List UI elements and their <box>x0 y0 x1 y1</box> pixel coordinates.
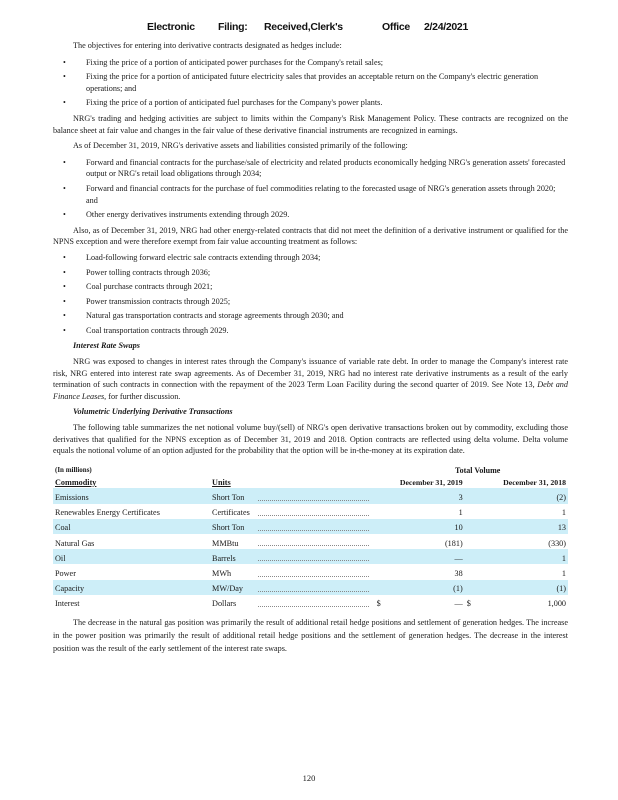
dollar-sign-2019 <box>375 488 388 503</box>
volume-table <box>53 465 568 610</box>
table-row <box>53 504 568 519</box>
npns-items-list <box>53 252 568 337</box>
header-office: Office <box>382 21 410 33</box>
dollar-sign-2019 <box>375 519 388 534</box>
units-header: Units <box>212 477 231 487</box>
closing-paragraph: The decrease in the natural gas position was primarily the result of additional retail hedge positions and settlement of generation hedges. The increase in the power position was primarily the result of additional retail hedge positions and the settlement of generation hedges. The decrease in the interest position was the result of the early settlement of the interest rate swaps. <box>53 617 568 653</box>
value-2019: (1) <box>387 580 464 595</box>
commodity-cell: Renewables Energy Certificates <box>55 508 160 518</box>
list-item: • Load-following forward electric sale contracts extending through 2034; <box>53 252 568 264</box>
table-column-headers <box>53 476 568 488</box>
units-text: MMBtu <box>212 538 239 548</box>
units-text: Certificates <box>212 508 250 518</box>
commodity-cell: Capacity <box>53 580 210 595</box>
volumetric-paragraph: The following table summarizes the net notional volume buy/(sell) of NRG's open derivative transactions broken out by commodity, excluding those derivatives that qualified for the NPNS exception as of December 31, 2019 and 2018. Option contracts are reflected using delta volume. Delta volume equals the notional volume of an option adjusted for the probability that the option will be in-the-money at its expiration date. <box>53 423 568 456</box>
volumetric-heading: Volumetric Underlying Derivative Transactions <box>73 407 233 417</box>
value-2019: 3 <box>387 488 464 503</box>
dollar-sign-2018 <box>465 564 478 579</box>
table-row <box>53 580 568 595</box>
value-2018: 1,000 <box>547 599 566 609</box>
units-text: Barrels <box>212 553 236 563</box>
list-item: • Other energy derivatives instruments extending through 2029. <box>53 209 568 221</box>
header-2019: December 31, 2019 <box>399 477 463 487</box>
units-cell <box>210 564 375 579</box>
commodity-cell: Emissions <box>53 488 210 503</box>
hedge-intro: The objectives for entering into derivative contracts designated as hedges include: <box>73 41 342 50</box>
dollar-sign-2018: $ <box>466 599 471 609</box>
value-2018: 1 <box>561 508 566 518</box>
list-item: • Coal transportation contracts through 2029. <box>53 325 568 337</box>
dollar-sign-2018 <box>465 534 478 549</box>
units-cell <box>210 580 375 595</box>
units-text: Dollars <box>212 599 237 609</box>
interest-rate-heading: Interest Rate Swaps <box>73 341 140 351</box>
list-item: • Coal purchase contracts through 2021; <box>53 281 568 293</box>
value-2018: 13 <box>477 519 568 534</box>
units-cell <box>210 504 375 519</box>
page-number: 120 <box>302 773 316 783</box>
interest-text-2: , for further discussion. <box>104 391 181 401</box>
commodity-cell: Interest <box>55 599 80 609</box>
derivative-items-list <box>53 157 568 221</box>
derivative-assets-intro: As of December 31, 2019, NRG's derivative assets and liabilities consisted primarily of the following: <box>73 141 408 151</box>
dollar-sign-2018 <box>465 504 478 519</box>
units-text: Short Ton <box>212 523 245 533</box>
value-2019: 10 <box>387 519 464 534</box>
in-millions-label: (In millions) <box>55 465 92 474</box>
table-row <box>53 519 568 534</box>
list-item: • Natural gas transportation contracts and storage agreements through 2030; and <box>53 310 568 322</box>
table-row <box>53 488 568 503</box>
value-2019: 1 <box>458 508 463 518</box>
volume-table-body <box>53 488 568 610</box>
units-cell <box>210 488 375 503</box>
value-2018: 1 <box>561 568 566 578</box>
hedge-objectives-list <box>53 57 568 109</box>
dollar-sign-2019 <box>375 504 388 519</box>
commodity-cell: Oil <box>53 549 210 564</box>
total-volume-label: Total Volume <box>455 465 501 475</box>
list-item: • Power transmission contracts through 2025; <box>53 296 568 308</box>
list-item: • Forward and financial contracts for the purchase of fuel commodities relating to the forecasted usage of NRG's generation assets through 2020; and <box>53 183 568 206</box>
value-2018: 1 <box>477 549 568 564</box>
units-cell <box>210 549 375 564</box>
units-cell <box>210 519 375 534</box>
table-row <box>53 564 568 579</box>
value-2019: 38 <box>454 568 463 578</box>
dollar-sign-2019 <box>375 534 388 549</box>
document-body <box>53 40 568 659</box>
value-2018: (2) <box>477 488 568 503</box>
commodity-header: Commodity <box>55 477 97 487</box>
units-text: MW/Day <box>212 584 243 594</box>
table-row <box>53 595 568 610</box>
risk-paragraph: NRG's trading and hedging activities are subject to limits within the Company's Risk Management Policy. These contracts are recognized on the balance sheet at fair value and changes in the fair value of these derivative financial instruments are recognized in earnings. <box>53 113 568 135</box>
interest-rate-paragraph <box>53 356 568 402</box>
npns-paragraph: Also, as of December 31, 2019, NRG had other energy-related contracts that did not meet the definition of a derivative instrument or qualified for the NPNS exception and were therefore exempt from fair value accounting treatment as follows: <box>53 225 568 247</box>
dollar-sign-2019 <box>375 564 388 579</box>
table-row <box>53 549 568 564</box>
header-received: Received,Clerk's <box>264 21 343 33</box>
commodity-cell: Power <box>55 568 76 578</box>
units-text: MWh <box>212 568 232 578</box>
dollar-sign-2018 <box>465 580 478 595</box>
header-electronic: Electronic <box>147 21 195 33</box>
header-2018: December 31, 2018 <box>503 477 566 487</box>
commodity-cell: Natural Gas <box>55 538 95 548</box>
value-2018: (1) <box>477 580 568 595</box>
units-cell <box>210 595 375 610</box>
commodity-cell: Coal <box>53 519 210 534</box>
dollar-sign-2018 <box>465 488 478 503</box>
table-header-row <box>53 465 568 477</box>
dollar-sign-2018 <box>465 519 478 534</box>
dollar-sign-2019 <box>375 580 388 595</box>
list-item: • Fixing the price for a portion of anticipated future electricity sales that provides an acceptable return on the Company's electric generation operations; and <box>53 71 568 94</box>
units-cell <box>210 534 375 549</box>
dollar-sign-2019: $ <box>376 599 381 609</box>
note-reference: Debt and Finance Leases <box>53 380 568 401</box>
dollar-sign-2019 <box>375 549 388 564</box>
value-2019: — <box>387 549 464 564</box>
value-2019: — <box>454 599 463 609</box>
value-2018: (330) <box>548 538 566 548</box>
header-date: 2/24/2021 <box>424 21 469 33</box>
list-item: • Power tolling contracts through 2036; <box>53 267 568 279</box>
value-2019: (181) <box>444 538 463 548</box>
list-item: • Forward and financial contracts for the purchase/sale of electricity and related products economically hedging NRG's generation assets' forecasted output or NRG's retail load obligations through 2034; <box>53 157 568 180</box>
interest-text-1: NRG was exposed to changes in interest rates through the Company's issuance of variable rate debt. In order to manage the Company's interest rate risk, NRG entered into interest rate swap agreements. As of December 31, 2019, NRG had no interest rate derivative instruments as a result of the early termination of such contracts in connection with the repayment of the 2023 Term Loan Facility during the second quarter of 2019. See Note 13, <box>53 357 568 390</box>
dollar-sign-2018 <box>465 549 478 564</box>
units-text: Short Ton <box>212 493 245 502</box>
list-item: • Fixing the price of a portion of anticipated power purchases for the Company's retail sales; <box>53 57 568 69</box>
header-filing: Filing: <box>218 21 248 33</box>
list-item: • Fixing the price of a portion of anticipated fuel purchases for the Company's power plants. <box>53 97 568 109</box>
table-row <box>53 534 568 549</box>
